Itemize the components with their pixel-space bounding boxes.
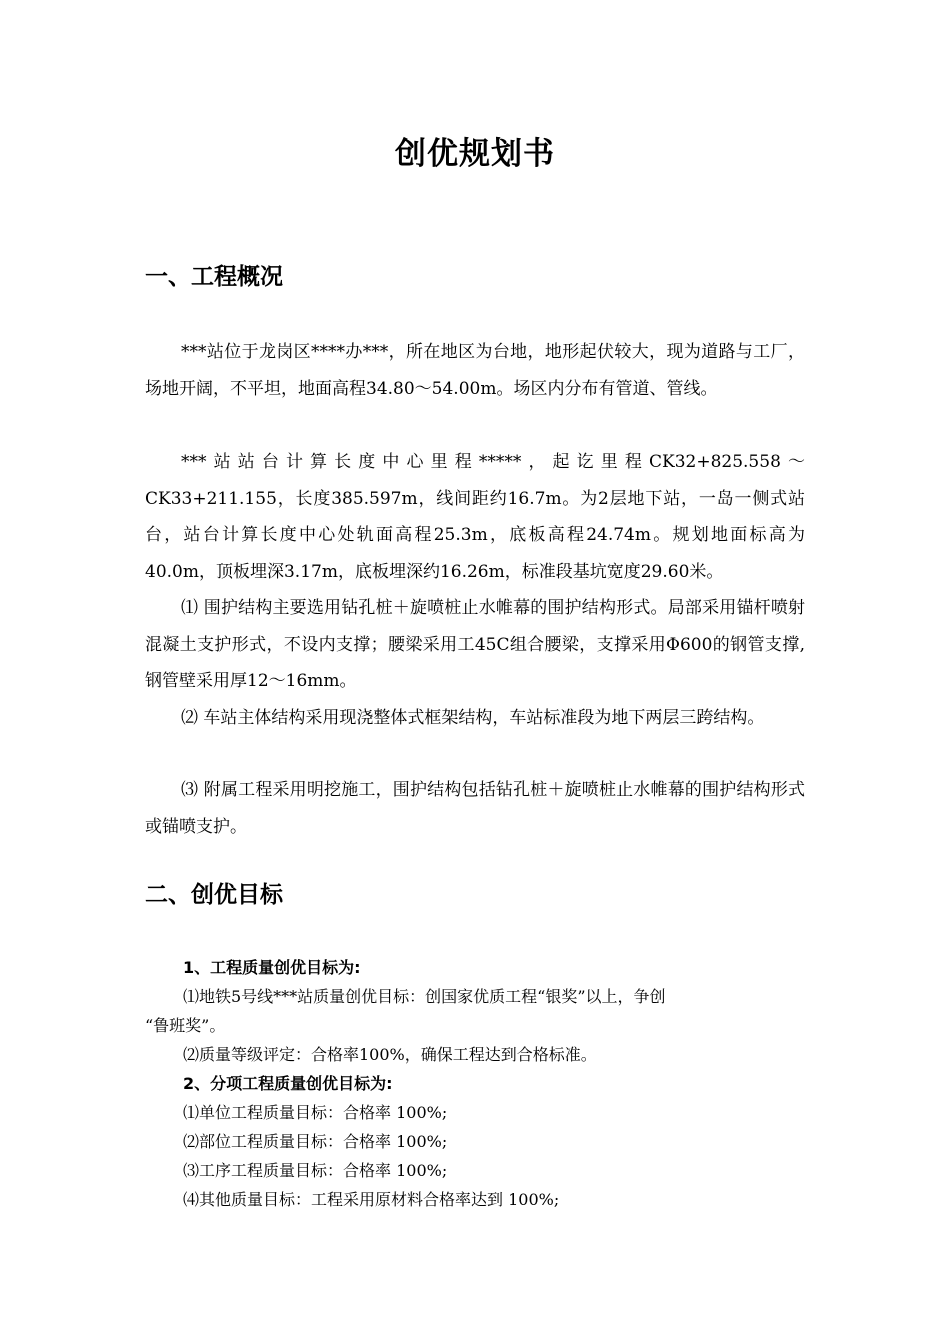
goal-subheading-subitems: 2、分项工程质量创优目标为: (183, 1074, 393, 1093)
paragraph-location: ***站位于龙岗区****办***，所在地区为台地，地形起伏较大，现为道路与工厂，场地开阔，不平坦，地面高程34.80～54.00m。场区内分布有管道、管线。 (145, 342, 805, 399)
goal-item-process: ⑶工序工程质量目标：合格率 100%; (183, 1161, 448, 1180)
goal-item-quality-grade: ⑵质量等级评定：合格率100%，确保工程达到合格标准。 (183, 1045, 597, 1064)
section-heading-overview: 一、工程概况 (145, 264, 283, 290)
paragraph-retaining-structure: ⑴ 围护结构主要选用钻孔桩＋旋喷桩止水帷幕的围护结构形式。局部采用锚杆喷射混凝土支护形式，不设内支撑；腰梁采用工45C组合腰梁，支撑采用Φ600的钢管支撑,钢管壁采用厚12～16mm。 (145, 598, 805, 691)
paragraph-ancillary-works: ⑶ 附属工程采用明挖施工，围护结构包括钻孔桩＋旋喷桩止水帷幕的围护结构形式或锚喷支护。 (145, 780, 805, 837)
goal-item-unit: ⑴单位工程质量目标：合格率 100%; (183, 1103, 448, 1122)
goal-item-part: ⑵部位工程质量目标：合格率 100%; (183, 1132, 448, 1151)
goal-item-national-award (145, 982, 810, 1011)
paragraph-station-details: ***站站台计算长度中心里程*****，起讫里程CK32+825.558～CK33+211.155，长度385.597m，线间距约16.7m。为2层地下站，一岛一侧式站台，站台计算长度中心处轨面高程25.3m，底板高程24.74m。规划地面标高为40.0m，顶板埋深3.17m，底板埋深约16.26m，标准段基坑宽度29.60米。 (145, 452, 805, 582)
paragraph-main-structure: ⑵ 车站主体结构采用现浇整体式框架结构，车站标准段为地下两层三跨结构。 (181, 708, 765, 728)
goal-item-materials: ⑷其他质量目标：工程采用原材料合格率达到 100%; (183, 1190, 560, 1209)
document-title: 创优规划书 (395, 136, 555, 172)
goal-item-continuation: “鲁班奖”。 (145, 1016, 226, 1035)
goals-list (145, 953, 810, 1214)
section-heading-goals: 二、创优目标 (145, 882, 283, 908)
goal-subheading-quality: 1、工程质量创优目标为: (183, 958, 361, 977)
goal-item-line: ⑴地铁5号线***站质量创优目标：创国家优质工程“银奖”以上，争创 (183, 987, 666, 1006)
